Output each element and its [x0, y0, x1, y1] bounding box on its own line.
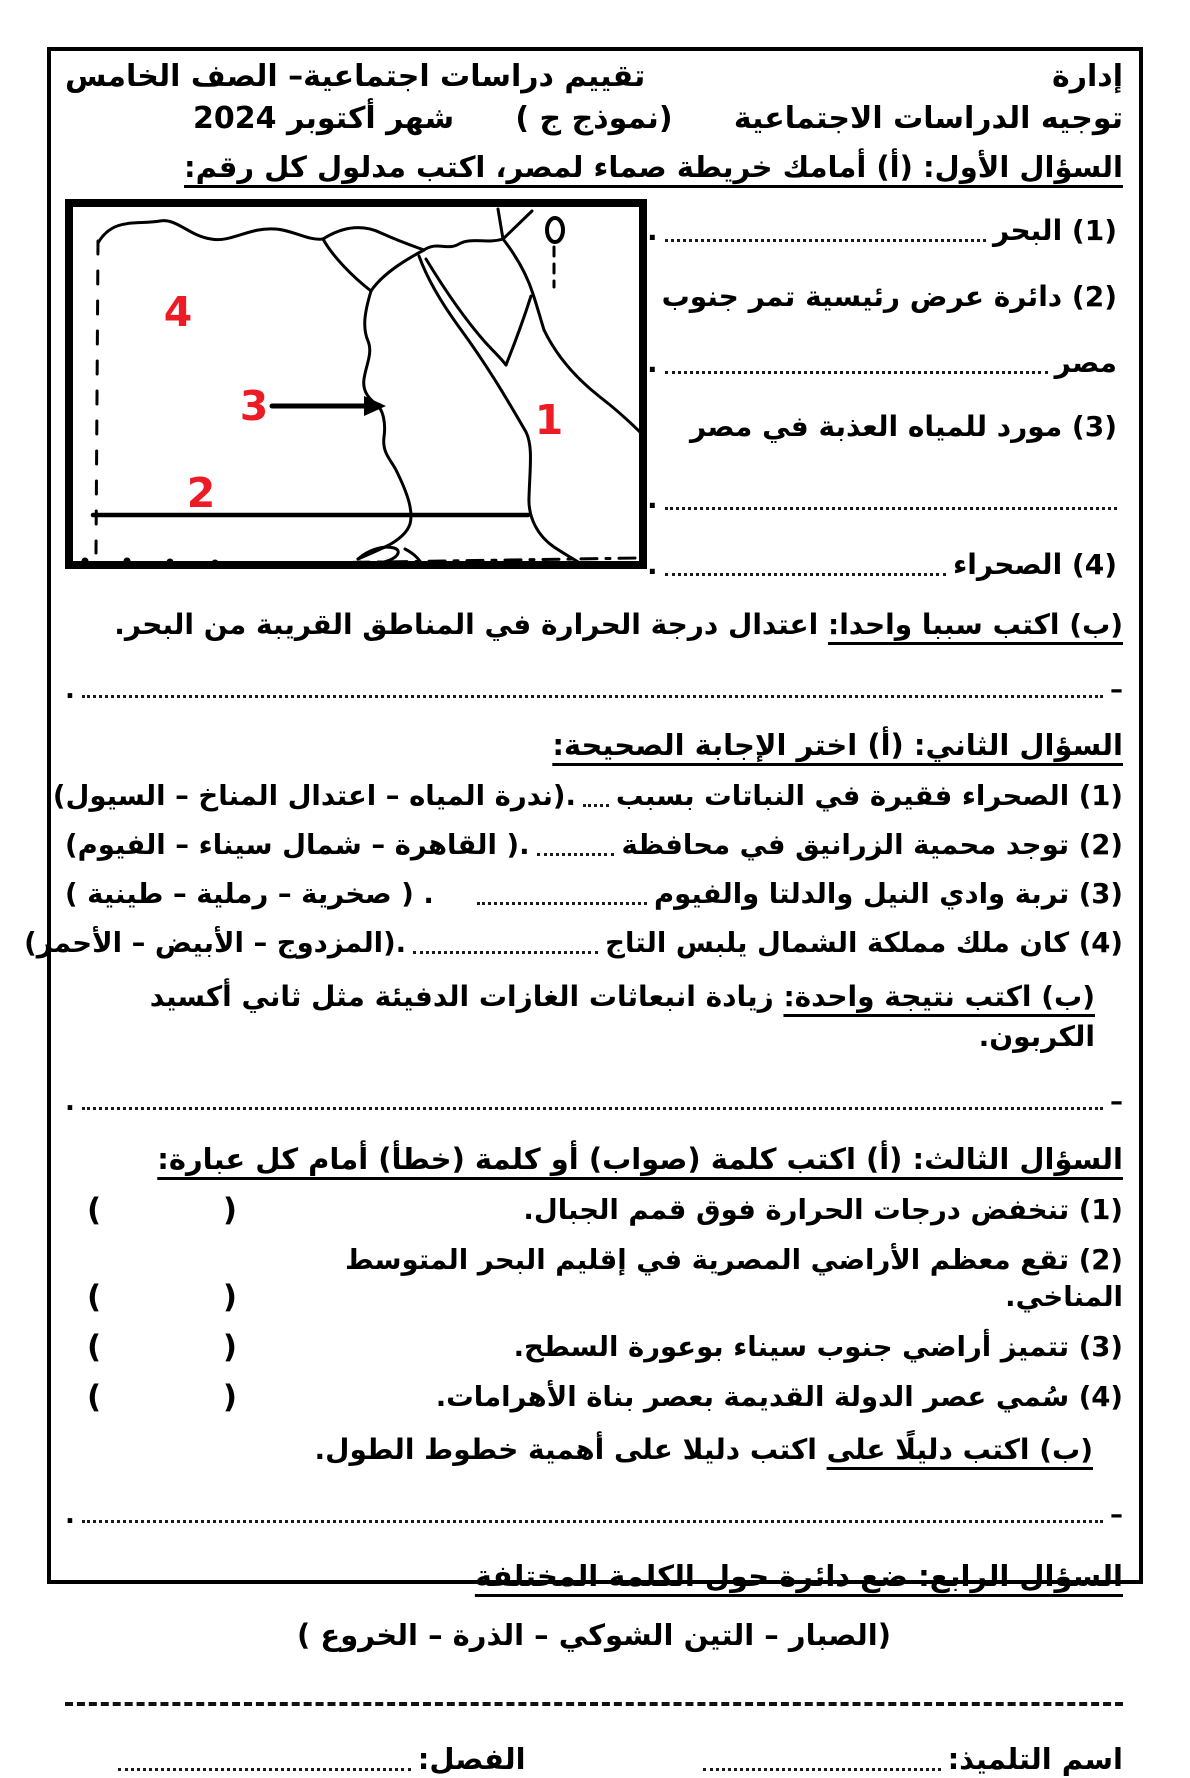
q3-item-1-statement: (1) تنخفض درجات الحرارة فوق قمم الجبال. — [523, 1194, 1123, 1226]
map-south-border-dot — [125, 559, 129, 563]
q1-item-4 — [647, 547, 1117, 583]
q2-item-4-stem: (4) كان ملك مملكة الشمال يلبس التاج — [605, 927, 1123, 959]
q2-item-2-answer-blank[interactable] — [537, 853, 615, 856]
q1-part-b-label: (ب) اكتب سببا واحدا: — [828, 608, 1123, 641]
map-israel-border-ne — [503, 211, 532, 239]
map-sinai-north-coast — [424, 239, 503, 250]
map-label-1: 1 — [534, 396, 564, 444]
q3-title: السؤال الثالث: (أ) اكتب كلمة (صواب) أو كلمة (خطأ) أمام كل عبارة: — [157, 1142, 1123, 1176]
header-row-1 — [65, 57, 1123, 97]
q1-items-column — [647, 199, 1123, 583]
q1-item-1-answer-blank[interactable] — [665, 239, 986, 242]
dash-mark: – — [1110, 1087, 1123, 1117]
assessment-title: تقييم دراسات اجتماعية– الصف الخامس — [65, 59, 646, 94]
q3-part-b-text: اكتب دليلا على أهمية خطوط الطول. — [314, 1433, 817, 1466]
egypt-blank-map — [65, 199, 647, 583]
page-border — [24, 47, 1143, 1776]
q3-item-4 — [65, 1379, 1123, 1416]
close-paren: ) — [222, 1279, 237, 1315]
q2-item-1-stem: (1) الصحراء فقيرة في النباتات بسبب — [615, 780, 1123, 812]
q1-item-1 — [647, 213, 1117, 249]
map-sinai-east-coast — [506, 296, 531, 365]
period-mark: . — [65, 1087, 75, 1117]
q3-answer-line — [65, 1500, 1123, 1530]
q2-item-2-stem: (2) توجد محمية الزرانيق في محافظة — [621, 829, 1123, 861]
q2-part-b-answer-blank[interactable] — [82, 1107, 1103, 1110]
admin-label: إدارة — [1052, 59, 1123, 94]
q2-part-b-text: زيادة انبعاثات الغازات الدفيئة مثل ثاني أكسيد الكربون. — [149, 980, 1095, 1053]
open-paren: ( — [87, 1329, 102, 1365]
q1-item-4-label: (4) الصحراء — [952, 548, 1117, 581]
q1-title: السؤال الأول: (أ) أمامك خريطة صماء لمصر، اكتب مدلول كل رقم: — [184, 150, 1123, 184]
model-label: (نموذج ج ) — [515, 101, 673, 136]
q3-item-4-answer-parens[interactable] — [87, 1379, 237, 1416]
q1-part-b-answer-blank[interactable] — [82, 695, 1103, 698]
q2-item-4-choices: .(المزدوج – الأبيض – الأحمر) — [24, 927, 407, 959]
q1-item-3-line1: (3) مورد للمياه العذبة في مصر — [690, 410, 1117, 443]
directorate-label: توجيه الدراسات الاجتماعية — [733, 101, 1123, 136]
dash-mark: – — [1110, 1500, 1123, 1530]
q3-item-2-statement: (2) تقع معظم الأراضي المصرية في إقليم البحر المتوسط المناخي. — [345, 1244, 1123, 1313]
q3-item-1 — [65, 1192, 1123, 1229]
q1-item-2-line2 — [647, 345, 1117, 381]
period-mark: . — [647, 548, 658, 581]
period-mark: . — [647, 346, 658, 379]
footer-row — [65, 1740, 1123, 1778]
student-name-blank[interactable] — [703, 1768, 941, 1771]
q1-part-b — [65, 605, 1123, 645]
open-paren: ( — [87, 1192, 102, 1228]
close-paren: ) — [222, 1379, 237, 1415]
q2-item-4-answer-blank[interactable] — [413, 951, 598, 954]
q2-item-1-answer-blank[interactable] — [583, 804, 609, 807]
q1-part-b-text: اعتدال درجة الحرارة في المناطق القريبة من البحر. — [114, 608, 819, 641]
map-israel-border-n — [498, 209, 503, 239]
q4-word-options[interactable]: (الصبار – التين الشوكي – الذرة – الخروع ) — [297, 1618, 891, 1652]
period-mark: . — [65, 1500, 75, 1530]
class-blank[interactable] — [118, 1768, 411, 1771]
close-paren: ) — [222, 1329, 237, 1365]
header-row-2 — [65, 99, 1123, 139]
q2-item-3-choices: . ( صخرية – رملية – طينية ) — [65, 878, 434, 910]
map-sinai-west-coast — [426, 259, 506, 365]
q2-part-b — [65, 977, 1123, 1057]
map-north-coast — [98, 221, 323, 243]
q1-item-2-word: مصر — [1054, 346, 1117, 379]
q3-item-3-statement: (3) تتميز أراضي جنوب سيناء بوعورة السطح. — [513, 1331, 1123, 1363]
dashed-separator — [65, 1702, 1123, 1706]
q3-item-2 — [65, 1242, 1123, 1316]
q2-item-3-answer-blank[interactable] — [477, 902, 647, 905]
dash-mark: – — [1110, 675, 1123, 705]
period-mark: . — [65, 675, 75, 705]
map-dead-sea — [547, 218, 563, 242]
q1-item-1-label: (1) البحر — [993, 214, 1117, 247]
q2-part-b-label: (ب) اكتب نتيجة واحدة: — [783, 980, 1095, 1013]
map-south-border-dot — [213, 561, 217, 565]
q2-item-3-stem: (3) تربة وادي النيل والدلتا والفيوم — [653, 878, 1123, 910]
map-nile-river — [358, 291, 411, 559]
q1-item-2-answer-blank[interactable] — [665, 371, 1048, 374]
month-label: شهر أكتوبر 2024 — [193, 101, 455, 136]
q3-part-b — [65, 1430, 1123, 1470]
map-delta-coast — [323, 228, 424, 250]
map-south-border-dot — [83, 559, 87, 563]
q3-item-1-answer-parens[interactable] — [87, 1192, 237, 1229]
map-delta-east — [371, 250, 424, 291]
period-mark: . — [647, 214, 658, 247]
q2-item-2 — [65, 827, 1123, 863]
q3-item-3 — [65, 1329, 1123, 1366]
q1-item-4-answer-blank[interactable] — [665, 573, 946, 576]
q2-item-1-choices: .(ندرة المياه – اعتدال المناخ – السيول) — [52, 780, 576, 812]
q4-title: السؤال الرابع: ضع دائرة حول الكلمة المختلفة — [474, 1559, 1123, 1593]
q2-answer-line — [65, 1087, 1123, 1117]
open-paren: ( — [87, 1279, 102, 1315]
q2-title: السؤال الثاني: (أ) اختر الإجابة الصحيحة: — [552, 728, 1123, 762]
map-label-4: 4 — [163, 288, 193, 336]
map-delta-west — [323, 239, 371, 291]
student-name-label: اسم التلميذ: — [947, 1742, 1123, 1776]
map-south-border-dot — [168, 560, 172, 564]
open-paren: ( — [87, 1379, 102, 1415]
close-paren: ) — [222, 1192, 237, 1228]
q2-item-3 — [65, 876, 1123, 912]
q3-part-b-label: (ب) اكتب دليلًا على — [826, 1433, 1093, 1466]
q1-block — [65, 199, 1123, 583]
q2-item-1 — [52, 778, 1123, 814]
class-label: الفصل: — [417, 1742, 526, 1776]
egypt-map-svg — [65, 199, 647, 569]
map-west-border — [96, 241, 98, 553]
period-mark: . — [647, 482, 658, 515]
q3-item-2-answer-parens[interactable] — [87, 1279, 237, 1316]
q1-item-2-line1: (2) دائرة عرض رئيسية تمر جنوب — [661, 280, 1117, 313]
q2-item-2-choices: .( القاهرة – شمال سيناء – الفيوم) — [65, 829, 530, 861]
q3-item-3-answer-parens[interactable] — [87, 1329, 237, 1366]
map-frame — [69, 203, 643, 565]
q1-item-3-line2 — [647, 481, 1117, 517]
q3-item-4-statement: (4) سُمي عصر الدولة القديمة بعصر بناة الأهرامات. — [435, 1381, 1123, 1413]
q3-part-b-answer-blank[interactable] — [82, 1520, 1103, 1523]
map-label-2: 2 — [186, 469, 216, 517]
q2-item-4 — [24, 925, 1123, 961]
map-label-3: 3 — [239, 382, 269, 430]
q1-answer-line — [65, 675, 1123, 705]
q1-item-3-answer-blank[interactable] — [665, 507, 1117, 510]
